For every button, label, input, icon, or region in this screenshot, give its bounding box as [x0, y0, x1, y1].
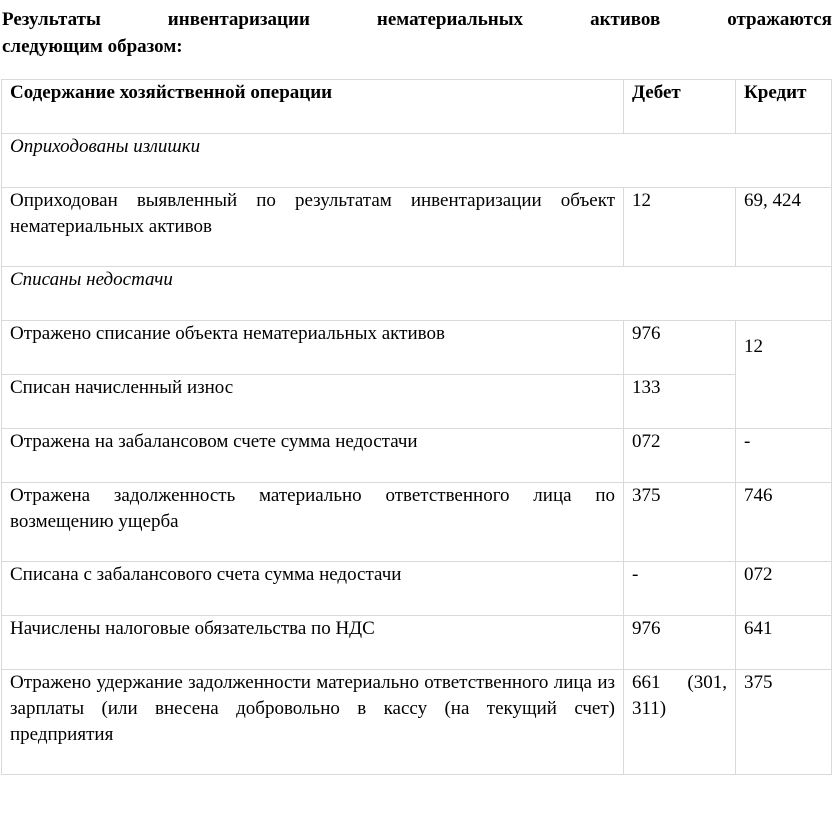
cell-operation: Оприходован выявленный по результатам инвентаризации объект нематериальных активов [2, 188, 624, 267]
cell-credit: 072 [736, 562, 832, 616]
heading-word: нематериальных [376, 9, 524, 30]
cell-operation: Отражено удержание задолженности материально ответственного лица из зарплаты (или внесена добровольно в кассу (на текущий счет) предприятия [2, 670, 624, 775]
table-row [2, 562, 832, 616]
header-operation: Содержание хозяйственной операции [2, 80, 624, 134]
table-row [2, 616, 832, 670]
table-row [2, 321, 832, 375]
table-row [2, 483, 832, 562]
section-title-surplus: Оприходованы излишки [2, 134, 832, 188]
cell-debit: 072 [624, 429, 736, 483]
cell-debit: 133 [624, 375, 736, 429]
cell-operation: Списан начисленный износ [2, 375, 624, 429]
cell-debit: 976 [624, 321, 736, 375]
cell-operation: Отражено списание объекта нематериальных активов [2, 321, 624, 375]
header-credit: Кредит [736, 80, 832, 134]
table-row [2, 429, 832, 483]
cell-debit: 661 (301, 311) [624, 670, 736, 775]
heading-line-2: следующим образом: [2, 36, 183, 57]
cell-credit: 746 [736, 483, 832, 562]
cell-operation: Начислены налоговые обязательства по НДС [2, 616, 624, 670]
cell-debit: - [624, 562, 736, 616]
cell-operation: Отражена на забалансовом счете сумма недостачи [2, 429, 624, 483]
cell-debit: 375 [624, 483, 736, 562]
cell-operation: Списана с забалансового счета сумма недостачи [2, 562, 624, 616]
document-heading [2, 6, 832, 60]
cell-credit: 375 [736, 670, 832, 775]
table-header-row [2, 80, 832, 134]
table-row [2, 375, 832, 429]
cell-debit: 12 [624, 188, 736, 267]
cell-credit: - [736, 429, 832, 483]
header-debit: Дебет [624, 80, 736, 134]
cell-credit: 69, 424 [736, 188, 832, 267]
cell-credit: 12 [736, 321, 832, 429]
table-row [2, 670, 832, 775]
heading-line-1 [2, 6, 832, 33]
heading-word: инвентаризации [167, 9, 310, 30]
cell-debit: 976 [624, 616, 736, 670]
section-row-shortage [2, 267, 832, 321]
heading-word: отражаются [727, 9, 832, 30]
operations-table [1, 79, 832, 775]
heading-word: Результаты [2, 9, 101, 30]
section-row-surplus [2, 134, 832, 188]
heading-word: активов [590, 9, 661, 30]
section-title-shortage: Списаны недостачи [2, 267, 832, 321]
cell-operation: Отражена задолженность материально ответственного лица по возмещению ущерба [2, 483, 624, 562]
table-row [2, 188, 832, 267]
cell-credit: 641 [736, 616, 832, 670]
